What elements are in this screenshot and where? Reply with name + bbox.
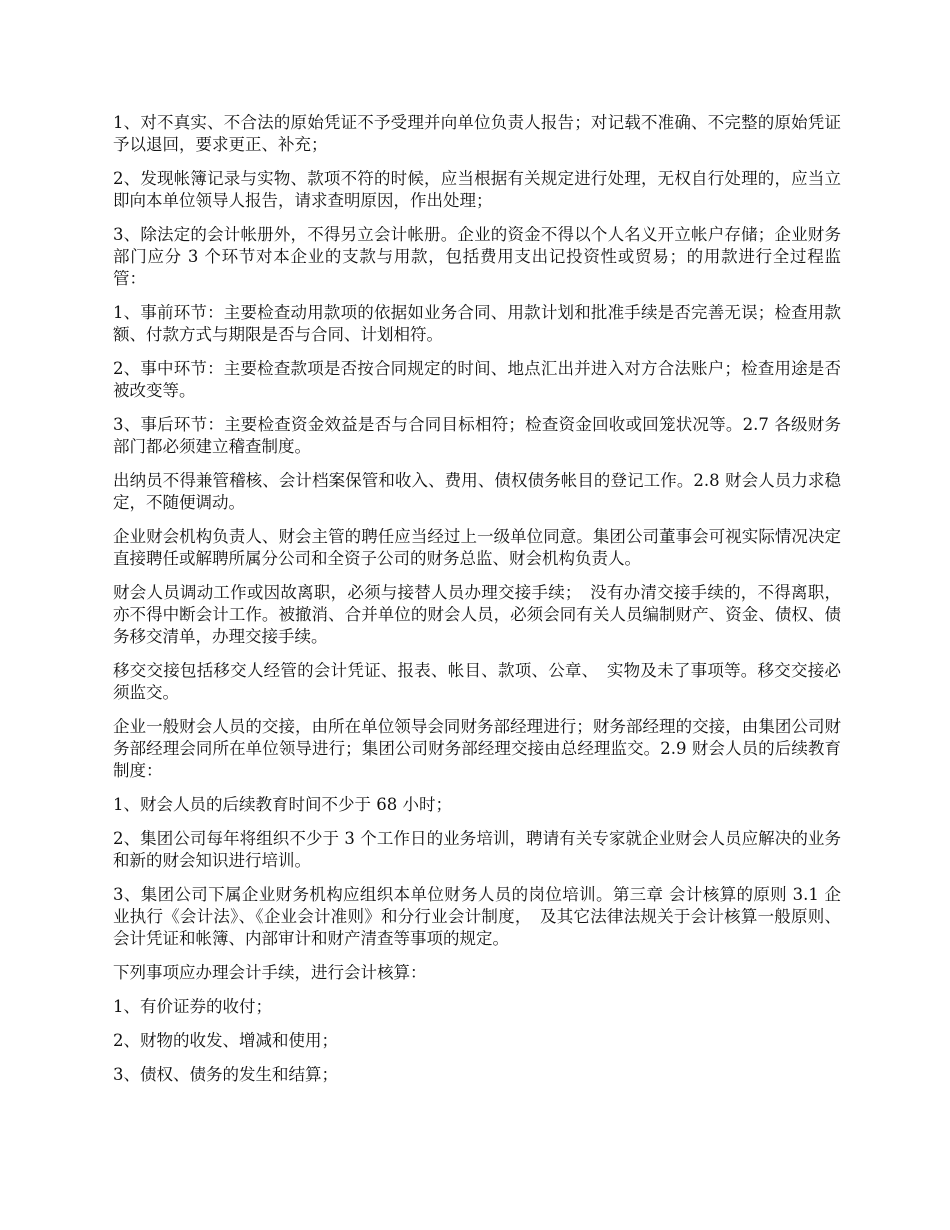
paragraph: 下列事项应办理会计手续，进行会计核算：: [113, 963, 427, 982]
paragraph: 1、有价证券的收付；: [113, 997, 272, 1016]
paragraph: 3、除法定的会计帐册外，不得另立会计帐册。企业的资金不得以个人名义开立帐户存储；企业财务部门应分 3 个环节对本企业的支款与用款，包括费用支出记投资性或贸易；的用款进行全过程监管：: [113, 225, 841, 288]
paragraph: 2、财物的收发、增减和使用；: [113, 1031, 338, 1050]
document-page: [113, 112, 841, 1098]
paragraph: 财会人员调动工作或因故离职，必须与接替人员办理交接手续； 没有办清交接手续的，不得离职，亦不得中断会计工作。被撤消、合并单位的财会人员，必须会同有关人员编制财产、资金、债权、债务移交清单，办理交接手续。: [113, 583, 841, 646]
paragraph: 2、发现帐簿记录与实物、款项不符的时候，应当根据有关规定进行处理，无权自行处理的，应当立即向本单位领导人报告，请求查明原因，作出处理；: [113, 169, 841, 210]
paragraph: 1、事前环节：主要检查动用款项的依据如业务合同、用款计划和批准手续是否完善无误；检查用款额、付款方式与期限是否与合同、计划相符。: [113, 303, 841, 344]
paragraph: 移交交接包括移交人经管的会计凭证、报表、帐目、款项、公章、 实物及未了事项等。移交交接必须监交。: [113, 661, 841, 702]
paragraph: 3、事后环节：主要检查资金效益是否与合同目标相符；检查资金回收或回笼状况等。2.7 各级财务部门都必须建立稽查制度。: [113, 415, 841, 456]
paragraph: 1、对不真实、不合法的原始凭证不予受理并向单位负责人报告；对记载不准确、不完整的原始凭证予以退回，要求更正、补充；: [113, 113, 841, 154]
paragraph: 3、集团公司下属企业财务机构应组织本单位财务人员的岗位培训。第三章 会计核算的原则 3.1 企业执行《会计法》、《企业会计准则》和分行业会计制度， 及其它法律法规关于会计核算一般原则、会计凭证和帐簿、内部审计和财产清查等事项的规定。: [113, 885, 841, 948]
paragraph: 1、财会人员的后续教育时间不少于 68 小时；: [113, 795, 452, 814]
paragraph: 企业财会机构负责人、财会主管的聘任应当经过上一级单位同意。集团公司董事会可视实际情况决定直接聘任或解聘所属分公司和全资子公司的财务总监、财会机构负责人。: [113, 527, 841, 568]
paragraph: 出纳员不得兼管稽核、会计档案保管和收入、费用、债权债务帐目的登记工作。2.8 财会人员力求稳定，不随便调动。: [113, 471, 841, 512]
paragraph: 2、集团公司每年将组织不少于 3 个工作日的业务培训，聘请有关专家就企业财会人员应解决的业务和新的财会知识进行培训。: [113, 829, 841, 870]
paragraph: 企业一般财会人员的交接，由所在单位领导会同财务部经理进行；财务部经理的交接，由集团公司财务部经理会同所在单位领导进行；集团公司财务部经理交接由总经理监交。2.9 财会人员的后续教育制度：: [113, 717, 841, 780]
paragraph: 3、债权、债务的发生和结算；: [113, 1065, 338, 1084]
paragraph: 2、事中环节：主要检查款项是否按合同规定的时间、地点汇出并进入对方合法账户；检查用途是否被改变等。: [113, 359, 841, 400]
